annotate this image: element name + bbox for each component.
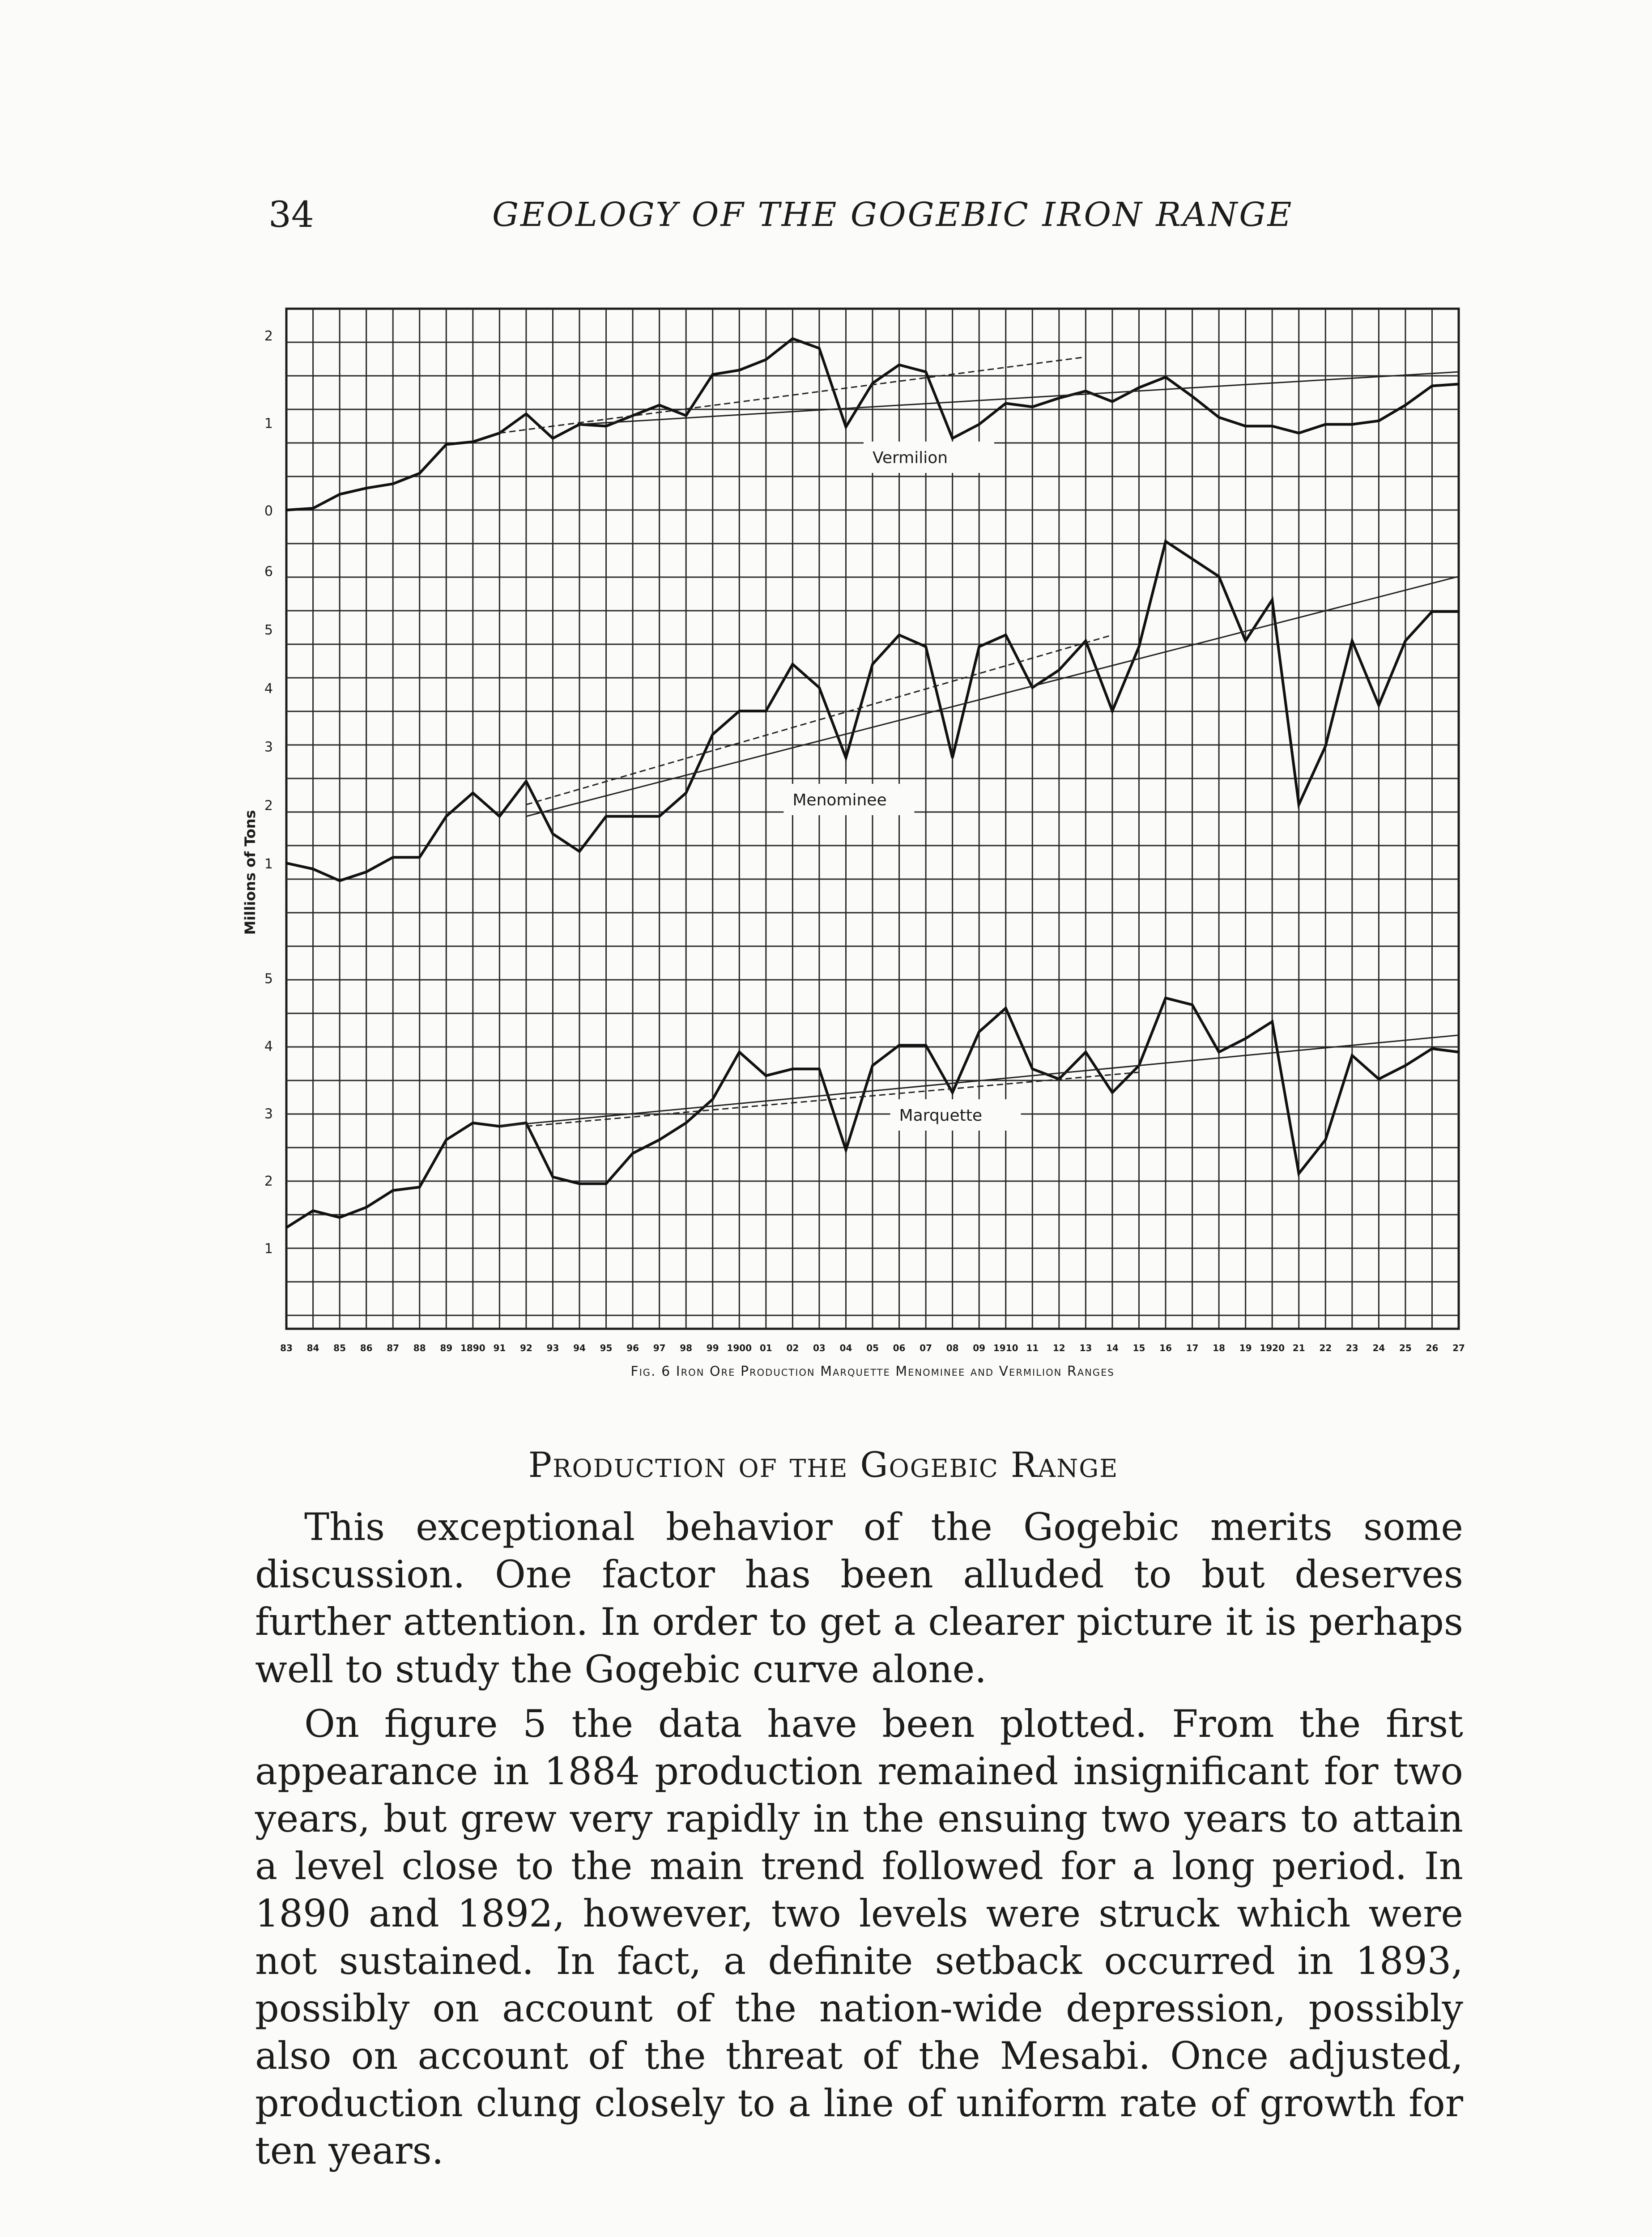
data-point: [366, 871, 367, 873]
data-point: [1324, 1139, 1326, 1141]
data-point: [1458, 611, 1460, 612]
data-point: [1005, 634, 1007, 636]
x-tick-label: 19: [1239, 1343, 1252, 1353]
y-tick-label: 5: [264, 622, 273, 638]
data-point: [659, 1139, 660, 1141]
data-point: [952, 757, 954, 759]
x-tick-label: 24: [1372, 1343, 1385, 1353]
x-tick-label: 99: [706, 1343, 719, 1353]
data-point: [1298, 804, 1300, 805]
x-tick-label: 05: [866, 1343, 879, 1353]
x-tick-label: 13: [1079, 1343, 1092, 1353]
x-tick-label: 96: [626, 1343, 639, 1353]
data-point: [392, 856, 394, 858]
x-tick-label: 17: [1186, 1343, 1199, 1353]
data-point: [925, 646, 927, 647]
data-point: [579, 1183, 580, 1185]
data-point: [1405, 640, 1406, 642]
data-point: [872, 663, 873, 665]
data-point: [712, 374, 714, 375]
data-point: [525, 413, 527, 415]
data-point: [1271, 425, 1273, 427]
data-point: [738, 369, 740, 371]
data-point: [1058, 669, 1060, 671]
x-tick-label: 25: [1399, 1343, 1412, 1353]
data-point: [1138, 387, 1140, 388]
x-tick-label: 1910: [993, 1343, 1018, 1353]
data-point: [978, 423, 980, 425]
data-point: [845, 1149, 847, 1151]
x-tick-label: 85: [333, 1343, 346, 1353]
x-tick-label: 84: [307, 1343, 319, 1353]
data-point: [792, 663, 793, 665]
body-paragraph-2: On figure 5 the data have been plotted. From the first appearance in 1884 production remained insignificant for two years, but grew very rapidly in the ensuing two years to attain a level close to the main trend followed for a long period. In 1890 and 1892, however, two levels were struck which were not sustained. In fact, a definite setback occurred in 1893, possibly on account of the nation-wide depression, possibly also on account of the threat of the Mesabi. Once adjusted, production clung closely to a line of uniform rate of growth for ten years.: [255, 1702, 1463, 2173]
x-tick-label: 11: [1026, 1343, 1039, 1353]
data-point: [1111, 401, 1113, 403]
data-point: [392, 483, 394, 485]
y-tick-label: 1: [264, 856, 273, 872]
y-tick-label: 1: [264, 1241, 273, 1257]
data-point: [818, 687, 820, 689]
data-point: [685, 1122, 687, 1124]
running-head: GEOLOGY OF THE GOGEBIC IRON RANGE: [492, 196, 1294, 234]
data-point: [1431, 1048, 1433, 1050]
data-point: [872, 1065, 873, 1067]
data-point: [978, 1031, 980, 1033]
x-tick-label: 16: [1159, 1343, 1172, 1353]
y-tick-label: 2: [264, 798, 273, 814]
x-tick-label: 95: [600, 1343, 613, 1353]
data-point: [1085, 1051, 1086, 1053]
data-point: [579, 851, 580, 852]
data-point: [712, 1098, 714, 1100]
data-point: [1351, 423, 1353, 425]
y-tick-label: 3: [264, 1106, 273, 1122]
x-tick-label: 09: [973, 1343, 986, 1353]
data-point: [925, 371, 927, 373]
data-point: [445, 443, 447, 445]
data-point: [1271, 1021, 1273, 1023]
data-point: [1111, 1092, 1113, 1093]
data-point: [1138, 646, 1140, 647]
data-point: [366, 1207, 367, 1208]
data-point: [1245, 640, 1247, 642]
data-point: [898, 1044, 900, 1046]
data-point: [419, 1186, 421, 1188]
x-tick-label: 83: [280, 1343, 293, 1353]
data-point: [472, 441, 474, 443]
y-tick-label: 2: [264, 1174, 273, 1190]
data-point: [1324, 745, 1326, 747]
y-tick-label: 0: [264, 503, 273, 519]
x-tick-label: 04: [839, 1343, 852, 1353]
data-point: [1431, 611, 1433, 612]
data-point: [632, 816, 634, 817]
trend-line: [526, 576, 1459, 816]
data-point: [605, 1183, 607, 1185]
data-point: [1405, 1065, 1406, 1067]
data-point: [978, 646, 980, 647]
series-label-vermilion: Vermilion: [873, 449, 948, 467]
data-point: [605, 425, 607, 427]
data-point: [1218, 417, 1220, 418]
x-tick-label: 86: [360, 1343, 373, 1353]
data-point: [1271, 599, 1273, 601]
data-point: [1245, 1038, 1247, 1039]
data-point: [685, 792, 687, 794]
y-tick-label: 6: [264, 564, 273, 580]
data-point: [1031, 687, 1033, 689]
series-label-marquette: Marquette: [899, 1106, 983, 1125]
x-tick-label: 88: [413, 1343, 426, 1353]
y-tick-label: 3: [264, 739, 273, 755]
data-point: [738, 710, 740, 712]
x-tick-label: 87: [387, 1343, 400, 1353]
data-point: [552, 438, 554, 439]
data-point: [872, 383, 873, 384]
data-point: [498, 816, 500, 817]
data-point: [472, 792, 474, 794]
x-tick-label: 22: [1319, 1343, 1332, 1353]
data-point: [765, 359, 767, 361]
section-heading: Production of the Gogebic Range: [528, 1445, 1119, 1485]
data-point: [1378, 420, 1380, 422]
x-tick-label: 02: [786, 1343, 799, 1353]
data-point: [472, 1122, 474, 1124]
data-point: [312, 868, 314, 870]
x-tick-label: 98: [680, 1343, 693, 1353]
data-point: [339, 493, 341, 495]
x-tick-label: 97: [653, 1343, 666, 1353]
x-tick-label: 1890: [460, 1343, 485, 1353]
data-point: [285, 862, 287, 864]
data-point: [1378, 1078, 1380, 1080]
data-point: [1085, 390, 1086, 392]
x-tick-label: 12: [1052, 1343, 1065, 1353]
data-point: [605, 816, 607, 817]
data-point: [1192, 1004, 1193, 1006]
data-point: [552, 1176, 554, 1178]
y-tick-label: 4: [264, 680, 273, 697]
x-tick-label: 94: [573, 1343, 586, 1353]
chart-labels: [242, 328, 1465, 1379]
data-point: [285, 509, 287, 511]
data-point: [1165, 997, 1167, 999]
page-header: [268, 188, 1298, 242]
x-tick-label: 23: [1345, 1343, 1358, 1353]
y-tick-label: 1: [264, 416, 273, 432]
data-point: [419, 856, 421, 858]
x-tick-label: 21: [1292, 1343, 1305, 1353]
data-point: [1458, 383, 1460, 385]
data-point: [845, 757, 847, 759]
x-tick-label: 93: [546, 1343, 559, 1353]
production-chart: [233, 291, 1486, 1382]
data-point: [1351, 1055, 1353, 1056]
data-point: [1324, 423, 1326, 425]
data-point: [285, 1227, 287, 1229]
y-tick-label: 4: [264, 1038, 273, 1055]
data-point: [818, 347, 820, 349]
x-tick-label: 07: [920, 1343, 932, 1353]
series-label-menominee: Menominee: [792, 791, 887, 809]
page-number: 34: [268, 194, 314, 235]
data-point: [1378, 704, 1380, 706]
x-tick-label: 06: [893, 1343, 906, 1353]
data-point: [659, 816, 660, 817]
data-point: [765, 1075, 767, 1076]
x-tick-label: 01: [759, 1343, 772, 1353]
data-point: [1031, 1068, 1033, 1070]
x-tick-label: 91: [493, 1343, 506, 1353]
data-point: [632, 1153, 634, 1154]
data-point: [445, 1139, 447, 1141]
data-point: [1218, 1051, 1220, 1053]
data-point: [392, 1190, 394, 1191]
trend-line: [579, 372, 1459, 424]
data-point: [1298, 1173, 1300, 1174]
data-point: [312, 1210, 314, 1212]
figure-caption: Fig. 6 Iron Ore Production Marquette Menominee and Vermilion Ranges: [630, 1364, 1115, 1379]
data-point: [792, 1068, 793, 1070]
data-point: [898, 634, 900, 636]
data-point: [312, 507, 314, 509]
data-point: [1031, 406, 1033, 408]
data-point: [552, 833, 554, 835]
data-point: [1458, 1051, 1460, 1053]
data-point: [339, 880, 341, 881]
data-point: [659, 404, 660, 406]
y-tick-label: 2: [264, 328, 273, 344]
data-point: [845, 426, 847, 428]
data-point: [685, 415, 687, 417]
data-point: [1245, 425, 1247, 427]
body-paragraph-1: This exceptional behavior of the Gogebic merits some discussion. One factor has been alluded to but deserves further attention. In order to get a clearer picture it is perhaps well to study the Gogebic curve alone.: [255, 1505, 1463, 1691]
x-tick-label: 92: [519, 1343, 532, 1353]
data-point: [952, 438, 954, 439]
data-point: [925, 1044, 927, 1046]
data-point: [738, 1051, 740, 1053]
data-point: [445, 816, 447, 817]
data-point: [1005, 403, 1007, 404]
x-tick-label: 03: [813, 1343, 826, 1353]
y-axis-label: Millions of Tons: [242, 810, 259, 935]
x-tick-label: 27: [1452, 1343, 1465, 1353]
data-point: [1111, 710, 1113, 712]
x-tick-label: 1900: [727, 1343, 752, 1353]
production-figure: [233, 291, 1486, 1382]
data-point: [1165, 376, 1167, 378]
data-point: [1431, 385, 1433, 387]
x-tick-label: 14: [1106, 1343, 1119, 1353]
data-point: [1165, 540, 1167, 542]
data-point: [1218, 575, 1220, 577]
data-point: [419, 472, 421, 474]
x-tick-label: 08: [946, 1343, 959, 1353]
data-point: [818, 1068, 820, 1070]
x-tick-label: 18: [1213, 1343, 1226, 1353]
data-point: [1405, 404, 1406, 406]
data-point: [1005, 1007, 1007, 1009]
data-point: [1192, 396, 1193, 397]
x-tick-label: 1920: [1260, 1343, 1285, 1353]
data-point: [339, 1216, 341, 1218]
data-point: [765, 710, 767, 712]
data-point: [792, 338, 793, 340]
data-point: [1192, 558, 1193, 560]
data-point: [952, 1092, 954, 1093]
y-tick-label: 5: [264, 971, 273, 987]
data-point: [366, 487, 367, 489]
data-point: [1351, 640, 1353, 642]
data-point: [898, 364, 900, 366]
data-point: [1085, 640, 1086, 642]
data-point: [712, 734, 714, 736]
x-tick-label: 26: [1426, 1343, 1439, 1353]
data-point: [1298, 432, 1300, 434]
x-tick-label: 89: [440, 1343, 453, 1353]
x-tick-label: 15: [1133, 1343, 1145, 1353]
data-point: [1058, 397, 1060, 399]
data-point: [525, 780, 527, 782]
